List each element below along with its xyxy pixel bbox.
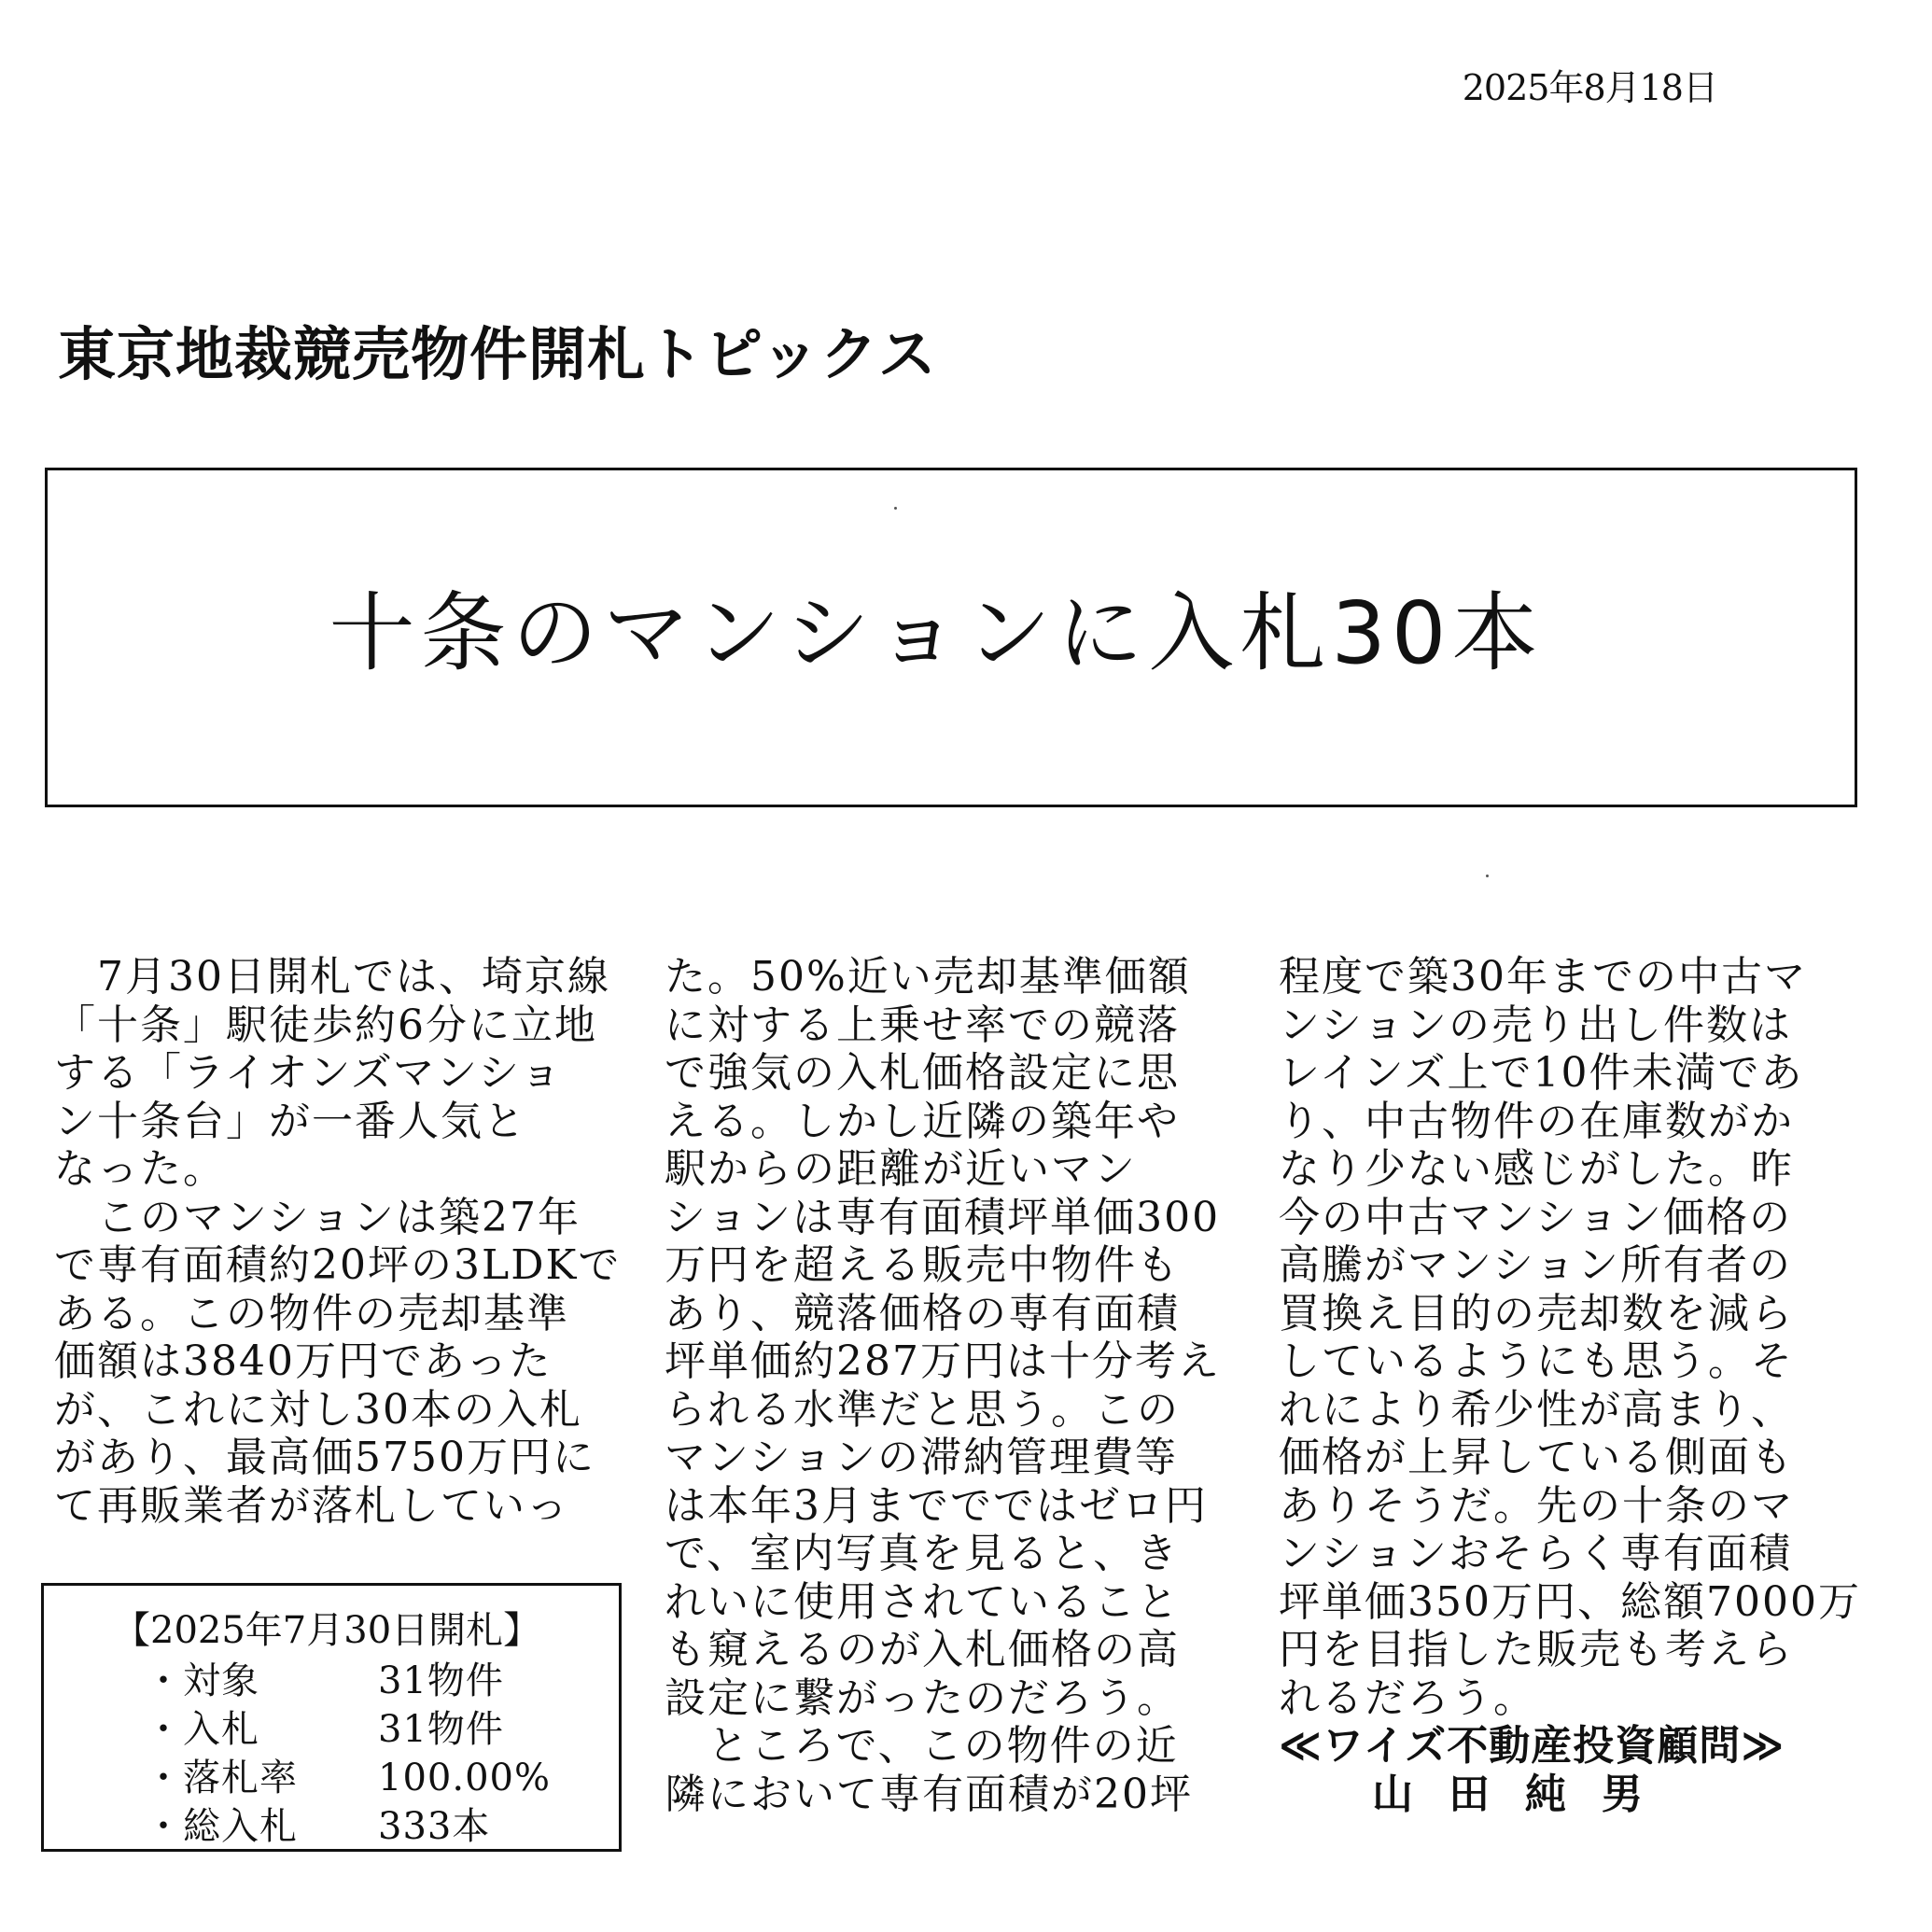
article-line: で専有面積約20坪の3LDKで [54, 1241, 622, 1289]
signature-author: 山田純男 [1372, 1770, 1678, 1818]
article-line: 程度で築30年までの中古マ [1279, 953, 1807, 1001]
headline: 十条のマンションに入札30本 [329, 583, 1544, 683]
article-line: このマンションは築27年 [54, 1193, 581, 1241]
article-line: レインズ上で10件未満であ [1279, 1049, 1804, 1097]
article-line: られる水準だと思う。この [665, 1385, 1180, 1434]
results-value: 100.00% [378, 1757, 551, 1799]
results-list [145, 1657, 551, 1851]
results-label: ・対象 [145, 1659, 259, 1702]
section-title: 東京地裁競売物件開札トピックス [58, 320, 937, 388]
article-line: 買換え目的の売却数を減ら [1279, 1289, 1794, 1337]
article-line: も窺えるのが入札価格の高 [665, 1626, 1180, 1673]
article-line: マンションの滞納管理費等 [665, 1434, 1179, 1481]
signature-firm: ≪ワイズ不動産投資顧問≫ [1279, 1722, 1785, 1770]
article-line: で、室内写真を見ると、き [665, 1530, 1180, 1577]
article-line: た。50%近い売却基準価額 [665, 953, 1191, 1001]
article-line: ンションの売り出し件数は [1279, 1001, 1793, 1049]
scan-speck [894, 507, 897, 510]
publication-date: 2025年8月18日 [1462, 67, 1717, 108]
article-line: する「ライオンズマンショ [54, 1049, 564, 1097]
article-line: 隣において専有面積が20坪 [665, 1770, 1193, 1818]
article-line: れにより希少性が高まり、 [1279, 1385, 1794, 1434]
article-line: える。しかし近隣の築年や [665, 1097, 1180, 1145]
results-row [145, 1657, 551, 1705]
results-label: ・落札率 [145, 1757, 298, 1799]
results-row [145, 1705, 551, 1754]
article-line: 坪単価350万円、総額7000万 [1279, 1577, 1861, 1626]
article-line: 坪単価約287万円は十分考え [665, 1337, 1221, 1385]
article-line: が、これに対し30本の入札 [54, 1385, 582, 1434]
results-label: ・入札 [145, 1708, 259, 1751]
results-row [145, 1754, 551, 1802]
article-line: で強気の入札価格設定に思 [665, 1049, 1180, 1097]
article-line: ンションおそらく専有面積 [1279, 1530, 1793, 1577]
article-line: なった。 [54, 1145, 226, 1193]
article-line: 設定に繋がったのだろう。 [665, 1673, 1180, 1722]
article-line: ありそうだ。先の十条のマ [1279, 1481, 1794, 1530]
article-line: 駅からの距離が近いマン [665, 1145, 1137, 1193]
article-column-3 [1279, 953, 1861, 1818]
article-line: れるだろう。 [1279, 1673, 1536, 1722]
results-title: 【2025年7月30日開札】 [113, 1609, 541, 1652]
article-line: 価格が上昇している側面も [1279, 1434, 1794, 1481]
article-line: は本年3月まででではゼロ円 [665, 1481, 1208, 1530]
article-line: れいに使用されていること [665, 1577, 1180, 1626]
article-line: 今の中古マンション価格の [1279, 1193, 1793, 1241]
article-line: に対する上乗せ率での競落 [665, 1001, 1180, 1049]
article-line: なり少ない感じがした。昨 [1279, 1145, 1794, 1193]
headline-box [45, 468, 1857, 807]
article-line: ある。この物件の売却基準 [54, 1289, 569, 1337]
scan-speck [1486, 875, 1489, 877]
article-line: 7月30日開札では、埼京線 [54, 953, 610, 1001]
article-line: 価額は3840万円であった [54, 1337, 553, 1385]
article-line: しているようにも思う。そ [1279, 1337, 1794, 1385]
article-column-2 [665, 953, 1243, 1818]
article-line: 「十条」駅徒歩約6分に立地 [54, 1001, 597, 1049]
results-value: 31物件 [378, 1708, 504, 1751]
article-line: があり、最高価5750万円に [54, 1434, 595, 1481]
results-label: ・総入札 [145, 1805, 298, 1848]
article-line: 高騰がマンション所有者の [1279, 1241, 1793, 1289]
results-value: 333本 [378, 1805, 491, 1848]
article-line: 万円を超える販売中物件も [665, 1241, 1180, 1289]
article-line: り、中古物件の在庫数がか [1279, 1097, 1794, 1145]
article-line: ションは専有面積坪単価300 [665, 1193, 1221, 1241]
results-value: 31物件 [378, 1659, 504, 1702]
article-line: 円を目指した販売も考えら [1279, 1626, 1794, 1673]
article-line: ところで、この物件の近 [665, 1722, 1179, 1770]
article-line: て再販業者が落札していっ [54, 1481, 569, 1530]
auction-results-box [41, 1583, 622, 1852]
article-column-1 [54, 953, 642, 1530]
article-line: あり、競落価格の専有面積 [665, 1289, 1180, 1337]
article-line: ン十条台」が一番人気と [54, 1097, 526, 1145]
results-row [145, 1802, 551, 1851]
